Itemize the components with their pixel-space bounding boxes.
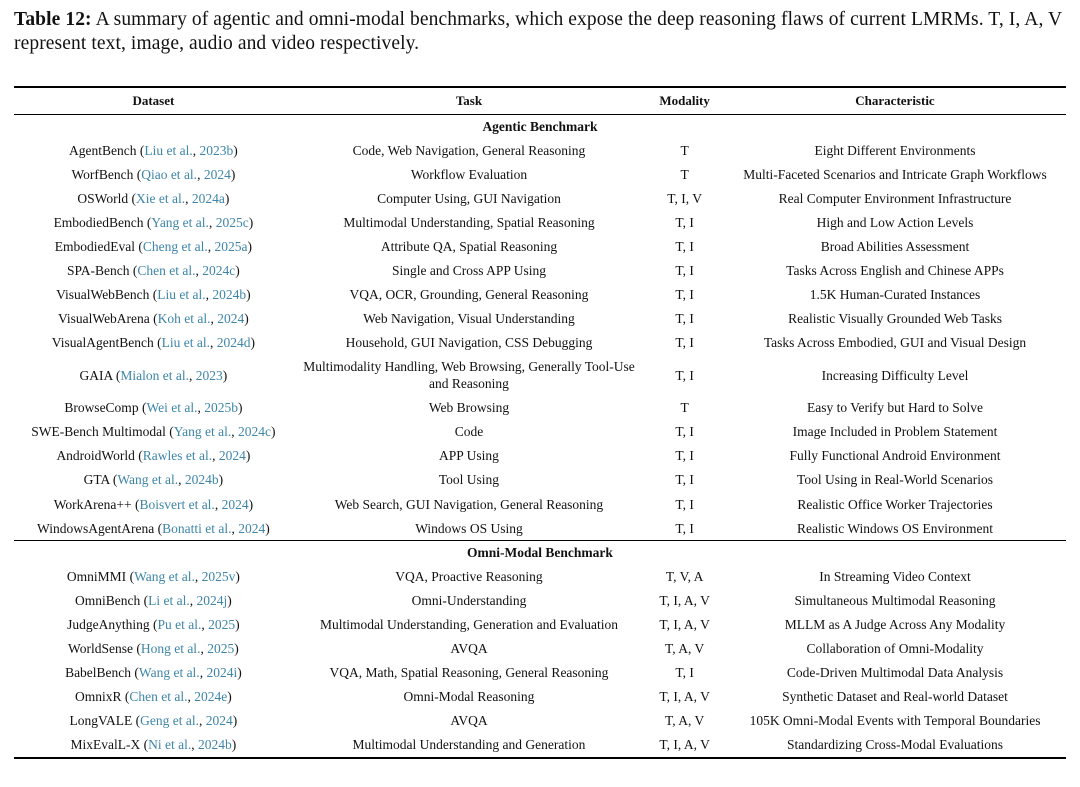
characteristic-cell: Realistic Windows OS Environment: [796, 520, 994, 536]
citation-comma: ,: [199, 664, 207, 680]
citation-comma: ,: [212, 448, 219, 464]
dataset-cell: [14, 516, 293, 540]
citation-year-link[interactable]: 2025: [207, 640, 235, 656]
dataset-cell: [14, 186, 293, 210]
citation-year-link[interactable]: 2025v: [201, 568, 236, 584]
section-header: Omni-Modal Benchmark: [467, 545, 613, 561]
dataset-name: VisualWebBench: [56, 286, 150, 302]
citation-year-link[interactable]: 2025c: [215, 214, 249, 230]
citation-author-link[interactable]: Li et al.: [148, 592, 190, 608]
task-cell: Code: [454, 424, 484, 440]
table-row: [14, 733, 1066, 757]
dataset-name: SPA-Bench: [67, 262, 130, 278]
citation-comma: ,: [189, 592, 197, 608]
modality-cell: T: [680, 142, 689, 158]
task-cell: Web Navigation, Visual Understanding: [363, 310, 575, 326]
characteristic-cell: Fully Functional Android Environment: [789, 448, 1001, 464]
citation-paren-close: ): [250, 334, 255, 350]
citation-paren-close: ): [244, 310, 249, 326]
citation-author-link[interactable]: Xie et al.: [135, 190, 186, 206]
task-cell: Multimodal Understanding, Generation and Evaluation: [319, 616, 618, 632]
citation-paren-close: ): [265, 520, 270, 536]
table-row: [14, 684, 1066, 708]
dataset-name: GTA: [83, 472, 110, 488]
citation-year-link[interactable]: 2023: [195, 367, 223, 383]
section-header: Agentic Benchmark: [482, 119, 598, 135]
table-row: [14, 588, 1066, 612]
citation-paren-open: (: [154, 520, 163, 536]
table-caption: [14, 8, 1066, 56]
dataset-cell: [14, 420, 293, 444]
citation-paren-open: (: [132, 640, 141, 656]
modality-cell: T, I: [675, 262, 694, 278]
citation-paren-close: ): [245, 448, 251, 464]
task-cell: Multimodal Understanding and Generation: [352, 736, 586, 752]
citation-year-link[interactable]: 2024d: [216, 334, 251, 350]
task-cell: AVQA: [450, 712, 488, 728]
table-row: [14, 331, 1066, 355]
characteristic-cell: Collaboration of Omni-Modality: [806, 640, 984, 656]
dataset-name: VisualAgentBench: [51, 334, 154, 350]
dataset-cell: [14, 733, 293, 757]
task-cell: VQA, OCR, Grounding, General Reasoning: [349, 286, 589, 302]
dataset-name: BabelBench: [65, 664, 132, 680]
characteristic-cell: Standardizing Cross-Modal Evaluations: [787, 736, 1003, 752]
dataset-name: WorfBench: [71, 166, 134, 182]
table-body: [14, 115, 1066, 756]
modality-cell: T, I: [675, 334, 694, 350]
task-cell: Multimodal Understanding, Spatial Reasoning: [343, 214, 595, 230]
dataset-name: SWE-Bench Multimodal: [31, 424, 166, 440]
citation-year-link[interactable]: 2024: [205, 712, 233, 728]
citation-comma: ,: [189, 367, 196, 383]
citation-comma: ,: [231, 520, 239, 536]
column-header-characteristic: Characteristic: [855, 92, 935, 108]
citation-paren-close: ): [222, 367, 228, 383]
dataset-cell: [14, 708, 293, 732]
citation-comma: ,: [231, 424, 238, 440]
dataset-name: AgentBench: [69, 142, 137, 158]
citation-author-link[interactable]: Wang et al.: [134, 568, 195, 584]
characteristic-cell: Synthetic Dataset and Real-world Dataset: [782, 688, 1008, 704]
modality-cell: T, V, A: [665, 568, 704, 584]
dataset-cell: [14, 636, 293, 660]
dataset-cell: [14, 307, 293, 331]
table-row: [14, 708, 1066, 732]
task-cell: Workflow Evaluation: [410, 166, 528, 182]
table-row: [14, 234, 1066, 258]
citation-year-link[interactable]: 2023b: [199, 142, 234, 158]
dataset-name: EmbodiedEval: [54, 238, 135, 254]
citation-paren-open: (: [149, 310, 158, 326]
citation-year-link[interactable]: 2024e: [194, 688, 228, 704]
dataset-cell: [14, 444, 293, 468]
column-header-task: Task: [455, 92, 483, 108]
table-row: [14, 210, 1066, 234]
modality-cell: T: [680, 400, 689, 416]
task-cell: Omni-Modal Reasoning: [403, 688, 535, 704]
citation-comma: ,: [178, 472, 185, 488]
table-row: [14, 396, 1066, 420]
table-row: [14, 282, 1066, 306]
dataset-name: MixEvalL-X: [70, 736, 141, 752]
citation-comma: ,: [214, 496, 222, 512]
citation-year-link[interactable]: 2025b: [204, 400, 238, 416]
dataset-cell: [14, 138, 293, 162]
characteristic-cell: Simultaneous Multimodal Reasoning: [794, 592, 996, 608]
dataset-cell: [14, 588, 293, 612]
citation-paren-open: (: [140, 592, 149, 608]
table-bottom-rule: [14, 757, 1066, 759]
citation-paren-close: ): [227, 688, 232, 704]
citation-paren-close: ): [227, 592, 232, 608]
citation-comma: ,: [201, 616, 209, 632]
benchmark-table: [14, 86, 1066, 759]
citation-paren-close: ): [235, 568, 240, 584]
citation-author-link[interactable]: Geng et al.: [140, 712, 199, 728]
table-row: [14, 420, 1066, 444]
dataset-cell: [14, 282, 293, 306]
modality-cell: T, I: [675, 520, 694, 536]
modality-cell: T: [680, 166, 689, 182]
citation-paren-open: (: [143, 214, 152, 230]
citation-comma: ,: [209, 334, 217, 350]
characteristic-cell: Tool Using in Real-World Scenarios: [797, 472, 993, 488]
modality-cell: T, I: [675, 310, 694, 326]
dataset-cell: [14, 210, 293, 234]
citation-paren-open: (: [109, 472, 118, 488]
characteristic-cell: Broad Abilities Assessment: [820, 238, 970, 254]
dataset-cell: [14, 660, 293, 684]
characteristic-cell: Image Included in Problem Statement: [792, 424, 998, 440]
citation-comma: ,: [194, 568, 202, 584]
citation-year-link[interactable]: 2024: [221, 496, 249, 512]
characteristic-cell: Code-Driven Multimodal Data Analysis: [786, 664, 1004, 680]
task-cell: VQA, Math, Spatial Reasoning, General Reasoning: [329, 664, 609, 680]
dataset-name: VisualWebArena: [57, 310, 150, 326]
citation-paren-close: ): [231, 736, 237, 752]
citation-paren-open: (: [149, 616, 158, 632]
dataset-name: OmniMMI: [66, 568, 127, 584]
citation-paren-open: (: [153, 334, 162, 350]
citation-author-link[interactable]: Yang et al.: [151, 214, 209, 230]
citation-paren-close: ): [232, 712, 238, 728]
citation-author-link[interactable]: Liu et al.: [161, 334, 210, 350]
citation-paren-close: ): [237, 400, 243, 416]
citation-author-link[interactable]: Boisvert et al.: [139, 496, 215, 512]
citation-paren-open: (: [121, 688, 130, 704]
task-cell: Code, Web Navigation, General Reasoning: [352, 142, 586, 158]
modality-cell: T, I: [675, 367, 694, 383]
modality-cell: T, I: [675, 214, 694, 230]
modality-cell: T, I, V: [667, 190, 702, 206]
task-cell: VQA, Proactive Reasoning: [395, 568, 543, 584]
characteristic-cell: Eight Different Environments: [814, 142, 976, 158]
table-caption-text: A summary of agentic and omni-modal benchmarks, which expose the deep reasoning flaws of current LMRMs. T, I, A, V represent text, image, audio and video respectively.: [14, 9, 1062, 54]
citation-comma: ,: [208, 214, 216, 230]
citation-paren-close: ): [230, 166, 236, 182]
dataset-cell: [14, 492, 293, 516]
citation-comma: ,: [197, 400, 205, 416]
citation-paren-close: ): [234, 640, 239, 656]
modality-cell: T, I, A, V: [659, 736, 710, 752]
table-header-row: [14, 88, 1066, 115]
dataset-cell: [14, 564, 293, 588]
table-row: [14, 564, 1066, 588]
citation-year-link[interactable]: 2024: [238, 520, 266, 536]
citation-year-link[interactable]: 2024: [218, 448, 246, 464]
characteristic-cell: Tasks Across English and Chinese APPs: [786, 262, 1004, 278]
citation-year-link[interactable]: 2024i: [206, 664, 238, 680]
characteristic-cell: High and Low Action Levels: [816, 214, 974, 230]
citation-paren-open: (: [138, 400, 147, 416]
citation-paren-open: (: [131, 664, 139, 680]
modality-cell: T, I: [675, 472, 694, 488]
citation-comma: ,: [205, 286, 213, 302]
characteristic-cell: 105K Omni-Modal Events with Temporal Boundaries: [749, 712, 1041, 728]
citation-paren-close: ): [248, 496, 254, 512]
dataset-name: JudgeAnything: [67, 616, 150, 632]
citation-author-link[interactable]: Liu et al.: [144, 142, 193, 158]
characteristic-cell: MLLM as A Judge Across Any Modality: [784, 616, 1006, 632]
citation-paren-open: (: [129, 262, 138, 278]
dataset-cell: [14, 331, 293, 355]
citation-author-link[interactable]: Rawles et al.: [142, 448, 213, 464]
modality-cell: T, A, V: [664, 712, 705, 728]
task-cell: Omni-Understanding: [411, 592, 527, 608]
citation-comma: ,: [197, 166, 204, 182]
citation-paren-open: (: [128, 190, 136, 206]
citation-year-link[interactable]: 2024b: [198, 736, 232, 752]
modality-cell: T, I: [675, 238, 694, 254]
citation-paren-open: (: [136, 142, 145, 158]
table-row: [14, 660, 1066, 684]
citation-paren-close: ): [237, 664, 242, 680]
table-row: [14, 444, 1066, 468]
dataset-cell: [14, 258, 293, 282]
table-row: [14, 636, 1066, 660]
citation-paren-close: ): [248, 214, 254, 230]
citation-author-link[interactable]: Wang et al.: [117, 472, 179, 488]
modality-cell: T, I, A, V: [659, 616, 710, 632]
citation-comma: ,: [200, 640, 208, 656]
column-header-modality: Modality: [659, 92, 710, 108]
task-cell: Single and Cross APP Using: [391, 262, 546, 278]
table-caption-label: Table 12:: [14, 9, 92, 30]
citation-comma: ,: [185, 190, 192, 206]
citation-author-link[interactable]: Liu et al.: [157, 286, 206, 302]
table-row: [14, 138, 1066, 162]
dataset-name: LongVALE: [69, 712, 133, 728]
task-cell: Attribute QA, Spatial Reasoning: [380, 238, 558, 254]
citation-author-link[interactable]: Koh et al.: [157, 310, 211, 326]
citation-year-link[interactable]: 2024j: [196, 592, 228, 608]
table-row: [14, 355, 1066, 396]
dataset-name: OmniBench: [75, 592, 141, 608]
citation-paren-open: (: [134, 448, 143, 464]
citation-paren-open: (: [149, 286, 158, 302]
characteristic-cell: In Streaming Video Context: [819, 568, 971, 584]
citation-year-link[interactable]: 2025a: [214, 238, 248, 254]
table-row: [14, 516, 1066, 540]
characteristic-cell: Real Computer Environment Infrastructure: [778, 190, 1012, 206]
citation-year-link[interactable]: 2024b: [212, 286, 247, 302]
task-cell: Tool Using: [438, 472, 500, 488]
citation-paren-close: ): [235, 616, 240, 632]
modality-cell: T, I: [675, 286, 694, 302]
citation-paren-close: ): [224, 190, 230, 206]
modality-cell: T, I, A, V: [659, 688, 710, 704]
citation-paren-open: (: [132, 712, 141, 728]
citation-paren-close: ): [246, 286, 251, 302]
dataset-name: AndroidWorld: [56, 448, 135, 464]
citation-year-link[interactable]: 2024a: [191, 190, 225, 206]
table-row: [14, 307, 1066, 331]
dataset-cell: [14, 162, 293, 186]
citation-year-link[interactable]: 2024c: [238, 424, 271, 440]
table-row: [14, 258, 1066, 282]
citation-year-link[interactable]: 2024: [217, 310, 245, 326]
citation-paren-open: (: [140, 736, 149, 752]
dataset-cell: [14, 234, 293, 258]
dataset-name: OSWorld: [77, 190, 129, 206]
task-cell: Computer Using, GUI Navigation: [377, 190, 561, 206]
dataset-name: OmnixR: [75, 688, 122, 704]
characteristic-cell: 1.5K Human-Curated Instances: [809, 286, 981, 302]
citation-comma: ,: [191, 736, 198, 752]
citation-paren-open: (: [135, 238, 143, 254]
citation-paren-open: (: [165, 424, 174, 440]
characteristic-cell: Realistic Visually Grounded Web Tasks: [788, 310, 1002, 326]
characteristic-cell: Multi-Faceted Scenarios and Intricate Graph Workflows: [743, 166, 1047, 182]
dataset-name: EmbodiedBench: [53, 214, 144, 230]
citation-paren-close: ): [218, 472, 224, 488]
citation-paren-close: ): [233, 142, 238, 158]
modality-cell: T, I: [675, 664, 694, 680]
task-cell: Web Search, GUI Navigation, General Reasoning: [334, 496, 604, 512]
citation-comma: ,: [199, 712, 206, 728]
citation-author-link[interactable]: Yang et al.: [173, 424, 232, 440]
citation-comma: ,: [210, 310, 218, 326]
table-row: [14, 612, 1066, 636]
task-cell: Multimodality Handling, Web Browsing, Generally Tool-Use and Reasoning: [303, 359, 635, 392]
table-row: [14, 492, 1066, 516]
citation-year-link[interactable]: 2024b: [184, 472, 219, 488]
citation-paren-close: ): [235, 262, 240, 278]
modality-cell: T, I: [675, 424, 694, 440]
task-cell: AVQA: [450, 640, 488, 656]
task-cell: APP Using: [439, 448, 499, 464]
dataset-name: WorkArena++: [53, 496, 132, 512]
dataset-cell: [14, 612, 293, 636]
dataset-cell: [14, 363, 293, 387]
table-row: [14, 468, 1066, 492]
dataset-name: BrowseComp: [64, 400, 139, 416]
characteristic-cell: Realistic Office Worker Trajectories: [797, 496, 993, 512]
citation-comma: ,: [195, 262, 203, 278]
characteristic-cell: Easy to Verify but Hard to Solve: [807, 400, 983, 416]
citation-year-link[interactable]: 2025: [208, 616, 236, 632]
citation-author-link[interactable]: Chen et al.: [129, 688, 188, 704]
citation-comma: ,: [192, 142, 200, 158]
citation-paren-open: (: [131, 496, 140, 512]
task-cell: Windows OS Using: [415, 520, 523, 536]
citation-comma: ,: [207, 238, 215, 254]
citation-paren-close: ): [247, 238, 252, 254]
task-cell: Web Browsing: [428, 400, 510, 416]
citation-author-link[interactable]: Chen et al.: [137, 262, 196, 278]
citation-author-link[interactable]: Ni et al.: [148, 736, 192, 752]
citation-year-link[interactable]: 2024: [203, 166, 231, 182]
characteristic-cell: Increasing Difficulty Level: [821, 367, 969, 383]
citation-author-link[interactable]: Wang et al.: [138, 664, 200, 680]
table-row: [14, 186, 1066, 210]
dataset-cell: [14, 396, 293, 420]
characteristic-cell: Tasks Across Embodied, GUI and Visual Design: [763, 334, 1027, 350]
dataset-name: WindowsAgentArena: [37, 520, 155, 536]
citation-year-link[interactable]: 2024c: [202, 262, 236, 278]
dataset-cell: [14, 468, 293, 492]
modality-cell: T, I: [675, 448, 694, 464]
dataset-name: GAIA: [79, 367, 113, 383]
modality-cell: T, A, V: [664, 640, 705, 656]
citation-author-link[interactable]: Bonatti et al.: [162, 520, 232, 536]
modality-cell: T, I, A, V: [659, 592, 710, 608]
column-header-dataset: Dataset: [132, 92, 175, 108]
task-cell: Household, GUI Navigation, CSS Debugging: [345, 334, 593, 350]
citation-paren-close: ): [271, 424, 276, 440]
citation-paren-open: (: [126, 568, 135, 584]
citation-author-link[interactable]: Qiao et al.: [141, 166, 198, 182]
citation-paren-open: (: [133, 166, 142, 182]
table-row: [14, 162, 1066, 186]
citation-author-link[interactable]: Wei et al.: [146, 400, 198, 416]
modality-cell: T, I: [675, 496, 694, 512]
citation-comma: ,: [187, 688, 195, 704]
citation-author-link[interactable]: Mialon et al.: [120, 367, 189, 383]
citation-author-link[interactable]: Cheng et al.: [142, 238, 208, 254]
dataset-name: WorldSense: [68, 640, 133, 656]
citation-author-link[interactable]: Hong et al.: [140, 640, 201, 656]
dataset-cell: [14, 684, 293, 708]
citation-author-link[interactable]: Pu et al.: [157, 616, 202, 632]
citation-paren-open: (: [112, 367, 121, 383]
